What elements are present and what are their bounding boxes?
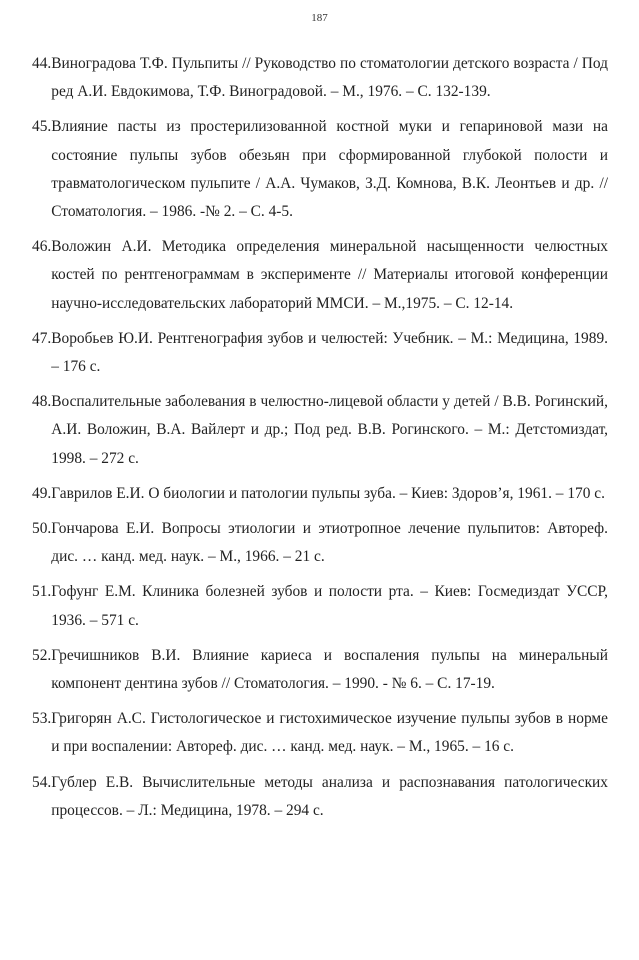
reference-text: Воробьев Ю.И. Рентгенография зубов и челюстей: Учебник. – М.: Медицина, 1989. – 176 с. xyxy=(51,329,608,376)
reference-text: Гречишников В.И. Влияние кариеса и воспаления пульпы на минеральный компонент дентина зубов // Стоматология. – 1990. - № 6. – С. 17-19. xyxy=(51,646,608,693)
reference-number: 54. xyxy=(32,773,52,791)
reference-number: 53. xyxy=(32,710,52,728)
reference-item xyxy=(32,705,608,761)
reference-number: 50. xyxy=(32,520,52,538)
reference-number: 48. xyxy=(32,393,52,411)
reference-item xyxy=(32,50,608,106)
reference-list xyxy=(32,50,608,832)
reference-text: Воспалительные заболевания в челюстно-лицевой области у детей / В.В. Рогинский, А.И. Воложин, В.А. Вайлерт и др.; Под ред. В.В. Рогинского. – М.: Детстомиздат, 1998. – 272 с. xyxy=(51,393,608,467)
reference-number: 49. xyxy=(32,484,52,502)
reference-text: Григорян А.С. Гистологическое и гистохимическое изучение пульпы зубов в норме и при воспалении: Автореф. дис. … канд. мед. наук. – М., 1965. – 16 с. xyxy=(51,710,608,756)
reference-number: 44. xyxy=(32,55,52,72)
reference-item xyxy=(32,480,608,508)
reference-item xyxy=(32,233,608,318)
reference-text: Гофунг Е.М. Клиника болезней зубов и полости рта. – Киев: Госмедиздат УССР, 1936. – 571 с. xyxy=(51,583,608,629)
reference-number: 52. xyxy=(32,646,52,664)
reference-item xyxy=(32,113,608,226)
reference-text: Воложин А.И. Методика определения минеральной насыщенности челюстных костей по рентгенограммам в эксперименте // Материалы итоговой конференции научно-исследовательских лабораторий ММСИ. – М.,1975. – С. 12-14. xyxy=(51,238,608,312)
page-number: 187 xyxy=(311,12,328,24)
reference-text: Гончарова Е.И. Вопросы этиологии и этиотропное лечение пульпитов: Автореф. дис. … канд. мед. наук. – М., 1966. – 21 с. xyxy=(51,520,608,566)
reference-item xyxy=(32,325,608,381)
reference-text: Гаврилов Е.И. О биологии и патологии пульпы зуба. – Киев: Здоров’я, 1961. – 170 с. xyxy=(51,484,605,502)
reference-item xyxy=(32,578,608,634)
reference-item xyxy=(32,769,608,825)
reference-text: Гублер Е.В. Вычислительные методы анализа и распознавания патологических процессов. – Л.: Медицина, 1978. – 294 с. xyxy=(51,773,608,819)
reference-text: Виноградова Т.Ф. Пульпиты // Руководство по стоматологии детского возраста / Под ред А.И. Евдокимова, Т.Ф. Виноградовой. – М., 1976. – С. 132-139. xyxy=(51,55,608,101)
reference-text: Влияние пасты из простерилизованной костной муки и гепариновой мази на состояние пульпы зубов обезьян при сформированной глубокой полости и травматологическом пульпите / А.А. Чумаков, З.Д. Комнова, В.К. Леонтьев и др. // Стоматология. – 1986. -№ 2. – С. 4-5. xyxy=(51,118,608,221)
reference-item xyxy=(32,515,608,571)
reference-item xyxy=(32,642,608,698)
reference-number: 51. xyxy=(32,583,52,601)
reference-item xyxy=(32,388,608,473)
reference-number: 45. xyxy=(32,118,52,136)
reference-number: 47. xyxy=(32,329,52,347)
reference-number: 46. xyxy=(32,238,52,256)
